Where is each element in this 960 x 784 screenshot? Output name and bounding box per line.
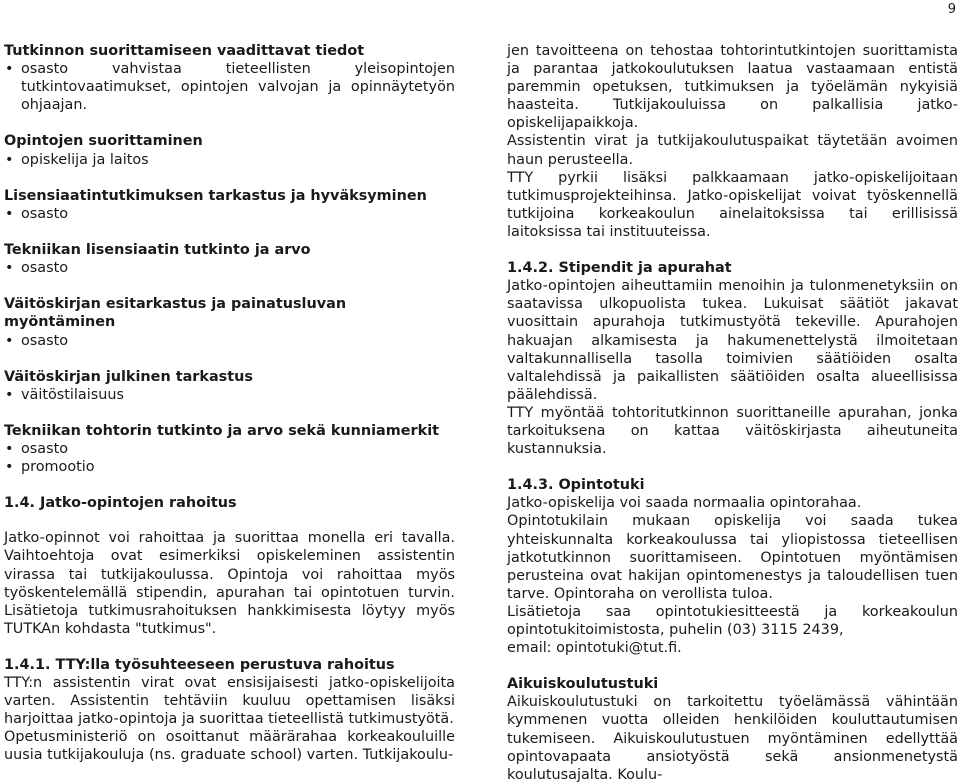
- bullet-item: • promootio: [4, 458, 455, 476]
- paragraph: TTY:n assistentin virat ovat ensisijaisesti jatko-opiskelijoita varten. Assistentin tehtäviin kuuluu opettamisen lisäksi harjoittaa jatko-opintoja ja suorittaa tieteellistä tutkimustyötä.: [4, 675, 455, 728]
- section-heading-1-4-2: 1.4.2. Stipendit ja apurahat: [507, 260, 732, 277]
- paragraph: Jatko-opintojen aiheuttamiin menoihin ja tulonmenetyksiin on saatavissa ulkopuolista tukea. Lukuisat säätiöt jakavat vuosittain apurahoja tutkimustyötä tekeville. Apurahojen hakuajan alkamisesta ja hakumenettelystä ilmoitetaan valtakunnallisella tasolla toimivien säätiöiden osalta valtalehdissä ja paikallisten säätiöiden osalta alueellisissa päälehdissä.: [507, 278, 958, 403]
- section-heading-1-4: 1.4. Jatko-opintojen rahoitus: [4, 495, 237, 512]
- bullet-item: • osasto: [4, 440, 455, 458]
- paragraph: Assistentin virat ja tutkijakoulutuspaikat täytetään avoimen haun perusteella.: [507, 133, 958, 168]
- bullet-item: • opiskelija ja laitos: [4, 151, 455, 169]
- heading-tohtorin-tutkinto: Tekniikan tohtorin tutkinto ja arvo sekä kunniamerkit: [4, 422, 440, 439]
- paragraph: TTY myöntää tohtoritutkinnon suorittaneille apurahan, jonka tarkoituksena on kattaa väitöskirjasta aiheutuneita kustannuksia.: [507, 404, 958, 458]
- email-line: email: opintotuki@tut.fi.: [507, 640, 682, 657]
- heading-julkinen-tarkastus: Väitöskirjan julkinen tarkastus: [4, 368, 253, 385]
- page-number: 9: [947, 2, 956, 17]
- bullet-item: • osasto: [4, 205, 455, 223]
- right-column: [507, 42, 958, 784]
- heading-lisensiaatintutkimus: Lisensiaatintutkimuksen tarkastus ja hyväksyminen: [4, 187, 427, 204]
- heading-esitarkastus: Väitöskirjan esitarkastus ja painatusluvan myöntäminen: [4, 296, 347, 331]
- section-heading-1-4-1: 1.4.1. TTY:lla työsuhteeseen perustuva rahoitus: [4, 656, 395, 673]
- paragraph: Opintotukilain mukaan opiskelija voi saada tukea yhteiskunnalta korkeakoulussa tai yliopistossa tieteellisen jatkotutkinnon suorittamiseen. Opintotuen myöntämisen perusteina ovat hakijan opintomenestys ja taloudellisen tuen tarve. Opintoraha on verollista tuloa.: [507, 513, 958, 602]
- bullet-item: • osasto: [4, 332, 455, 350]
- paragraph: Opetusministeriö on osoittanut määrärahaa korkeakouluille uusia tutkijakouluja (ns. graduate school) varten. Tutkijakoulu-: [4, 729, 455, 764]
- paragraph: Jatko-opinnot voi rahoittaa ja suorittaa monella eri tavalla. Vaihtoehtoja ovat esimerkiksi opiskeleminen assistentin virassa tai tutkijakoulussa. Opintoja voi rahoittaa myös työskentelemällä stipendin, apurahan tai opintotuen turvin. Lisätietoja tutkimusrahoituksen hankkimisesta löytyy myös TUTKAn kohdasta "tutkimus".: [4, 530, 455, 637]
- heading-opintojen-suorittaminen: Opintojen suorittaminen: [4, 133, 203, 150]
- bullet-item: • osasto vahvistaa tieteellisten yleisopintojen tutkintovaatimukset, opintojen valvojan ja opinnäytetyön ohjaajan.: [4, 60, 455, 114]
- paragraph: TTY pyrkii lisäksi palkkaamaan jatko-opiskelijoitaan tutkimusprojekteihinsa. Jatko-opiskelijat voivat työskennellä tutkijoina korkeakoulun ainelaitoksissa tai erillisissä laitoksissa tai instituuteissa.: [507, 169, 958, 240]
- paragraph: Aikuiskoulutustuki on tarkoitettu työelämässä vähintään kymmenen vuotta olleiden henkilöiden kouluttautumisen tukemiseen. Aikuiskoulutustuen myöntäminen edellyttää opintovapaata ansiotyöstä sekä ansionmenetystä koulutusajalta. Koulu-: [507, 694, 958, 783]
- heading-aikuiskoulutustuki: Aikuiskoulutustuki: [507, 676, 659, 693]
- section-heading-1-4-3: 1.4.3. Opintotuki: [507, 477, 645, 494]
- heading-lisensiaatin-tutkinto: Tekniikan lisensiaatin tutkinto ja arvo: [4, 242, 311, 259]
- paragraph: jen tavoitteena on tehostaa tohtorintutkintojen suorittamista ja parantaa jatkokoulutuksen laatua vastaamaan entistä paremmin opetuksen, tutkimuksen ja työelämän nykyisiä haasteita. Tutkijakouluissa on palkallisia jatko-opiskelijapaikkoja.: [507, 43, 958, 132]
- paragraph: Jatko-opiskelija voi saada normaalia opintorahaa.: [507, 495, 862, 512]
- heading-tutkinnon-tiedot: Tutkinnon suorittamiseen vaadittavat tiedot: [4, 43, 365, 59]
- bullet-item: • väitöstilaisuus: [4, 386, 455, 404]
- paragraph: Lisätietoja saa opintotukiesitteestä ja korkeakoulun opintotukitoimistosta, puhelin (03) 3115 2439,: [507, 603, 958, 638]
- bullet-item: • osasto: [4, 259, 455, 277]
- left-column: [4, 42, 455, 765]
